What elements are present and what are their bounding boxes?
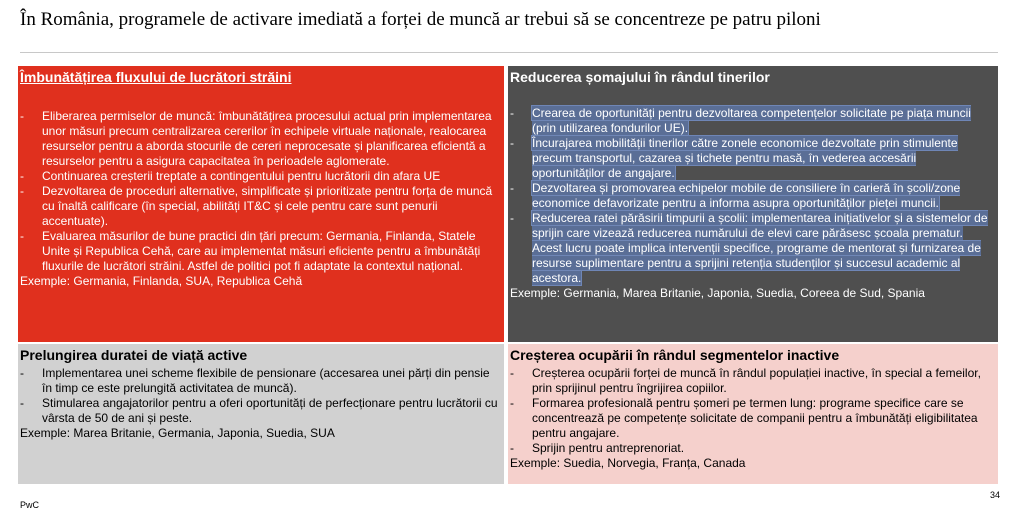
bullet-list [510, 366, 992, 456]
quadrant-foreign-workers [18, 66, 504, 342]
list-item: - Sprijin pentru antreprenoriat. [510, 441, 685, 455]
examples-line: Exemple: Germania, Finlanda, SUA, Republica Cehă [20, 274, 303, 288]
list-item: - Creșterea ocupării forței de muncă în rândul populației inactive, în special a femeilor, prin sprijinul pentru îngrijirea copiilor. [510, 366, 981, 395]
examples-line: Exemple: Germania, Marea Britanie, Japonia, Suedia, Coreea de Sud, Spania [510, 286, 925, 300]
quadrant-youth-unemployment [508, 66, 998, 342]
title-divider [20, 52, 998, 53]
list-item: - Continuarea creșterii treptate a contingentului pentru lucrătorii din afara UE [20, 169, 441, 183]
list-item: - Reducerea ratei părăsirii timpurii a școlii: implementarea inițiativelor și a sistemelor de sprijin care vizează reducerea numărului de elevi care părăsesc școala prematur. Acest lucru poate implica intervenții specifice, programe de mentorat și furnizarea de resurse suplimentare pentru a sprijini retenția studenților și succesul academic al acestora. [510, 211, 988, 285]
quadrant-heading: Prelungirea duratei de viață active [20, 347, 248, 363]
bullet-list [20, 109, 498, 274]
list-item: - Evaluarea măsurilor de bune practici din țări precum: Germania, Finlanda, Statele Unite și Republica Cehă, care au implementat măsuri eficiente pentru a îmbunătăți fluxurile de lucrători străini. Astfel de politici pot fi adaptate la contextul național. [20, 229, 481, 273]
list-item: - Stimularea angajatorilor pentru a oferi oportunități de perfecționare pentru lucrătorii cu vârsta de 50 de ani și peste. [20, 396, 498, 425]
list-item: - Implementarea unei scheme flexibile de pensionare (accesarea unei părți din pensie în timp ce este prelungită activitatea de muncă). [20, 366, 490, 395]
footer-brand: PwC [20, 500, 40, 510]
quadrant-heading: Reducerea șomajului în rândul tinerilor [510, 69, 770, 85]
list-item: - Încurajarea mobilității tinerilor către zonele economice dezvoltate prin stimulente precum transportul, cazarea și tichete pentru masă, în vederea accesării oportunităților de angajare. [510, 136, 958, 180]
bullet-list [20, 366, 498, 426]
list-item: - Dezvoltarea și promovarea echipelor mobile de consiliere în carieră în școli/zone economice defavorizate pentru a informa asupra oportunităților pieței muncii. [510, 181, 961, 210]
list-item: - Formarea profesională pentru șomeri pe termen lung: programe specifice care se concentrează pe competențe solicitate de companii pentru a îmbunătăți eligibilitatea pentru angajare. [510, 396, 978, 440]
list-item: - Dezvoltarea de proceduri alternative, simplificate și prioritizate pentru forța de muncă cu înaltă calificare (în special, abilități IT&C și cele pentru care sunt penurii accentuate). [20, 184, 493, 228]
examples-line: Exemple: Marea Britanie, Germania, Japonia, Suedia, SUA [20, 426, 335, 440]
page-number: 34 [989, 490, 1000, 500]
bullet-list [510, 106, 992, 286]
list-item: - Eliberarea permiselor de muncă: îmbunătățirea procesului actual prin implementarea unor măsuri precum centralizarea cererilor în echipele virtuale naționale, realocarea resurselor pentru a aborda stocurile de cereri neprocesate și planificarea eficientă a resurselor pentru a asigura capacitatea în perioadele aglomerate. [20, 109, 492, 168]
examples-line: Exemple: Suedia, Norvegia, Franța, Canada [510, 456, 746, 470]
quadrant-heading: Îmbunătățirea fluxului de lucrători străini [20, 69, 292, 85]
quadrant-active-life [18, 344, 504, 484]
slide-title: În România, programele de activare imediată a forței de muncă ar trebui să se concentreze pe patru piloni [20, 9, 821, 30]
list-item: - Crearea de oportunități pentru dezvoltarea competențelor solicitate pe piața muncii (prin utilizarea fondurilor UE). [510, 106, 971, 135]
quadrant-inactive-segments [508, 344, 998, 484]
quadrant-heading: Creșterea ocupării în rândul segmentelor inactive [510, 347, 840, 363]
